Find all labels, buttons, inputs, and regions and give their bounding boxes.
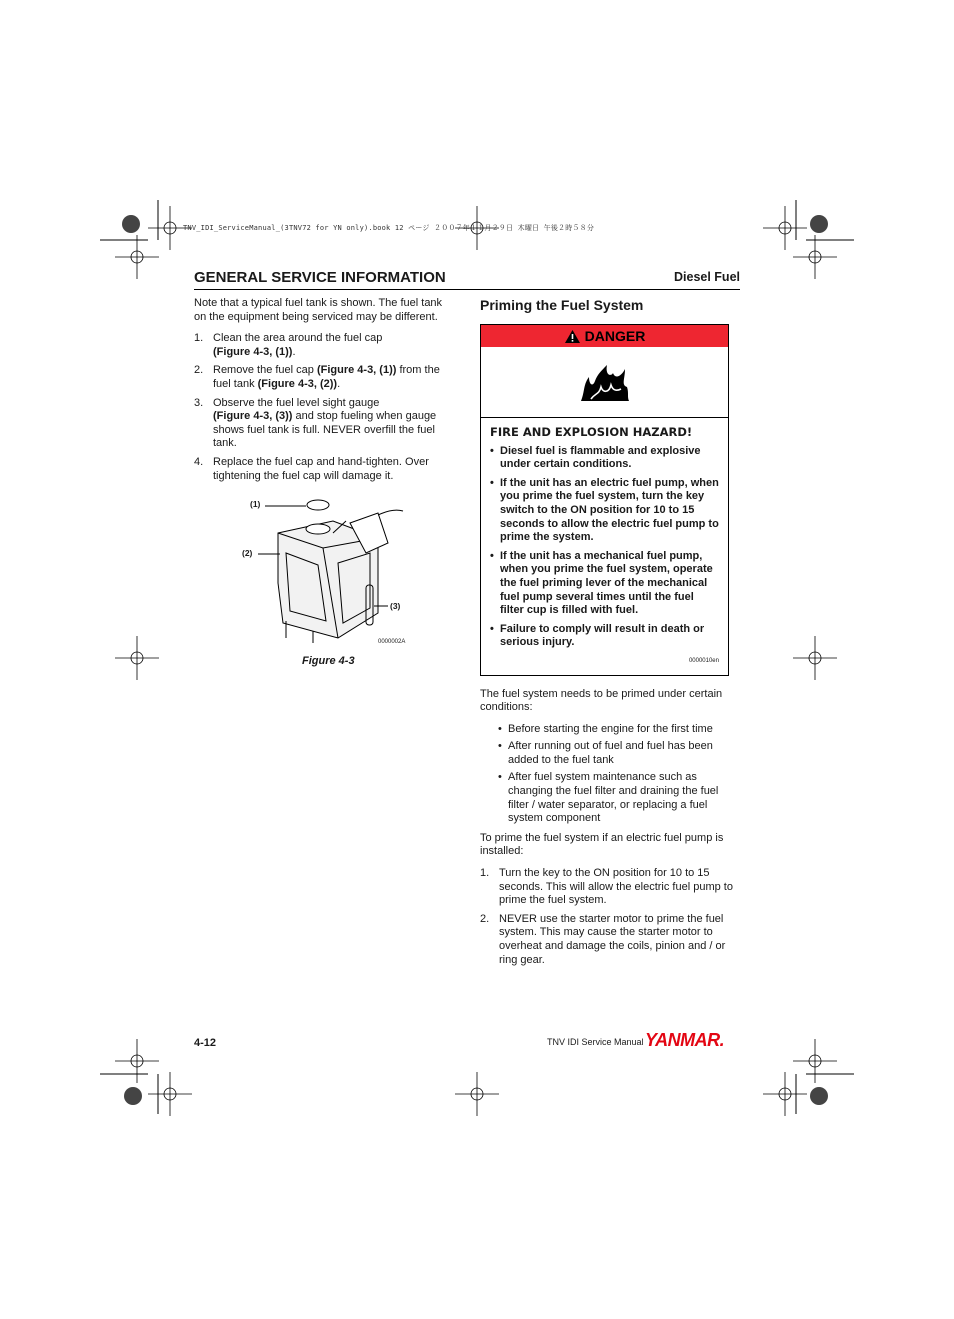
fuel-tank-figure: [238, 493, 416, 653]
fire-icon: [577, 363, 633, 403]
list-item: • If the unit has a mechanical fuel pump, when you prime the fuel system, operate the fuel priming lever of the mechanical fuel pump several times until the fuel filter cup is filled with fuel.: [490, 550, 719, 618]
list-item: 3. Observe the fuel level sight gauge (Figure 4-3, (3)) and stop fueling when gauge shows fuel tank is full. NEVER overfill the fuel tank.: [194, 396, 437, 450]
hazard-title: FIRE AND EXPLOSION HAZARD!: [490, 425, 693, 439]
conditions-list: [480, 723, 742, 826]
fuel-tank-illustration: [238, 493, 416, 653]
list-item: • Diesel fuel is flammable and explosive under certain conditions.: [490, 445, 719, 472]
manual-title: TNV IDI Service Manual: [547, 1037, 644, 1047]
priming-text: [480, 688, 742, 968]
page-header-title: GENERAL SERVICE INFORMATION: [194, 269, 446, 286]
danger-box: [480, 324, 729, 676]
right-column: [480, 297, 742, 972]
danger-code: 0000010en: [688, 657, 719, 664]
warning-triangle-icon: [564, 329, 581, 344]
list-item: • Before starting the engine for the first time: [498, 723, 742, 737]
figure-caption: Figure 4-3: [302, 655, 355, 667]
yanmar-logo: YANMAR.: [645, 1030, 725, 1050]
list-item: 2. NEVER use the starter motor to prime the fuel system. This may cause the starter motor to overheat and damage the coils, pinion and / or ring gear.: [480, 912, 726, 966]
list-item: 4. Replace the fuel cap and hand-tighten. Over tightening the fuel cap will damage it.: [194, 455, 429, 482]
header-rule: [194, 289, 740, 290]
intro-paragraph: Note that a typical fuel tank is shown. The fuel tank on the equipment being serviced may be different.: [194, 297, 443, 323]
list-item: 1. Clean the area around the fuel cap (Figure 4-3, (1)).: [194, 332, 383, 358]
danger-bullets: [490, 445, 719, 650]
section-title: Priming the Fuel System: [480, 297, 644, 313]
list-item: • After running out of fuel and fuel has been added to the fuel tank: [498, 740, 742, 767]
list-item: 2. Remove the fuel cap (Figure 4-3, (1)) from the fuel tank (Figure 4-3, (2)).: [194, 364, 440, 390]
callout-3: (3): [390, 601, 401, 611]
danger-header: [481, 325, 728, 347]
left-column: [194, 297, 456, 488]
page-header-section: Diesel Fuel: [674, 270, 740, 284]
list-item: • If the unit has an electric fuel pump, when you prime the fuel system, turn the key switch to the ON position for 10 to 15 seconds to allow the electric fuel pump to prime the system.: [490, 477, 719, 545]
priming-steps: [480, 867, 742, 967]
electric-pump-intro: To prime the fuel system if an electric fuel pump is installed:: [480, 831, 724, 858]
page-number: 4-12: [194, 1037, 217, 1049]
callout-1: (1): [250, 499, 261, 509]
list-item: 1. Turn the key to the ON position for 10 to 15 seconds. This will allow the electric fuel pump to prime the fuel system.: [480, 867, 733, 907]
danger-label: DANGER: [584, 328, 646, 344]
list-item: • Failure to comply will result in death or serious injury.: [490, 623, 719, 650]
figure-code: 0000002A: [378, 639, 406, 645]
fuel-cap-steps: [194, 332, 456, 483]
danger-body: [481, 418, 728, 675]
callout-2: (2): [242, 548, 253, 558]
list-item: • After fuel system maintenance such as changing the fuel filter and draining the fuel filter / water separator, or replacing a fuel system component: [498, 771, 742, 825]
print-info-line: TNV_IDI_ServiceManual_(3TNV72 for YN only).book 12 ページ ２００７年１１月２９日 木曜日 午後２時５８分: [183, 224, 595, 232]
fire-icon-area: [481, 347, 728, 418]
conditions-intro: The fuel system needs to be primed under certain conditions:: [480, 687, 723, 714]
